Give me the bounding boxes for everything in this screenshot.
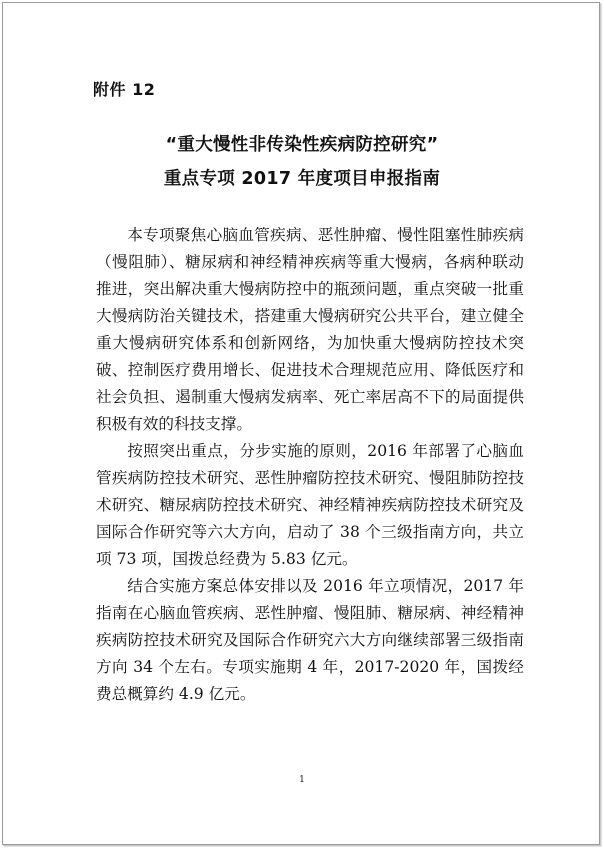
attachment-label: 附件 12 — [93, 80, 156, 99]
page-number: 1 — [299, 775, 305, 785]
document-page — [2, 2, 600, 845]
document-title-line-1: “重大慢性非传染性疾病防控研究” — [165, 135, 439, 155]
body-paragraph-2: 按照突出重点，分步实施的原则，2016 年部署了心脑血管疾病防控技术研究、恶性肿瘤防控技术研究、慢阻肺防控技术研究、糖尿病防控技术研究、神经精神疾病防控技术研究及国际合作研究等六大方向，启动了 38 个三级指南方向，共立项 73 项，国拨总经费为 5.83 亿元。 — [96, 442, 524, 568]
document-title-line-2: 重点专项 2017 年度项目申报指南 — [163, 169, 441, 189]
document-body — [96, 222, 524, 708]
body-paragraph-1: 本专项聚焦心脑血管疾病、恶性肿瘤、慢性阻塞性肺疾病（慢阻肺）、糖尿病和神经精神疾病等重大慢病，各病种联动推进，突出解决重大慢病防控中的瓶颈问题，重点突破一批重大慢病防治关键技术，搭建重大慢病研究公共平台，建立健全重大慢病研究体系和创新网络，为加快重大慢病防控技术突破、控制医疗费用增长、促进技术合理规范应用、降低医疗和社会负担、遏制重大慢病发病率、死亡率居高不下的局面提供积极有效的科技支撑。 — [96, 226, 524, 433]
body-paragraph-3: 结合实施方案总体安排以及 2016 年立项情况，2017 年指南在心脑血管疾病、恶性肿瘤、慢阻肺、糖尿病、神经精神疾病防控技术研究及国际合作研究六大方向继续部署三级指南方向 34 个左右。专项实施期 4 年，2017-2020 年，国拨经费总概算约 4.9 亿元。 — [96, 577, 524, 703]
